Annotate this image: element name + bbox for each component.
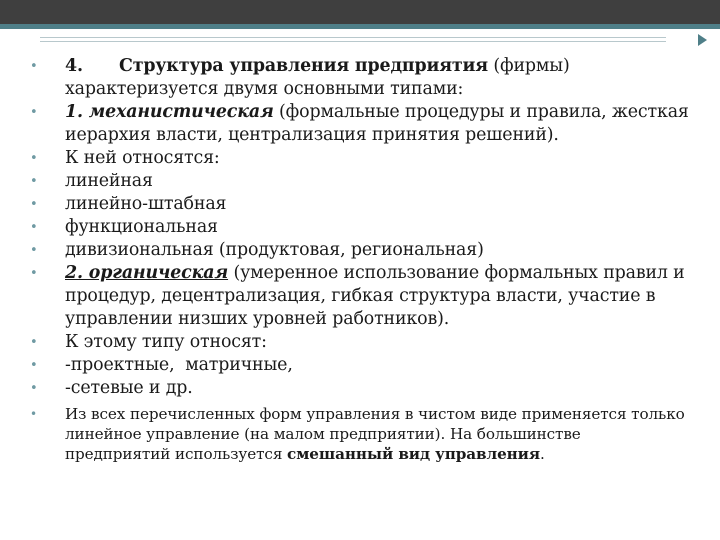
slide-content — [30, 55, 690, 464]
bullet-text: функциональная — [65, 217, 218, 237]
bullet-item-mechanistic — [30, 101, 690, 147]
title-rule-top — [40, 37, 666, 38]
bullet-icon: • — [30, 105, 38, 120]
bullet-icon: • — [30, 220, 38, 235]
bullet-text: -сетевые и др. — [65, 378, 193, 398]
bullet-icon: • — [30, 59, 38, 74]
bullet-text: К ней относятся: — [65, 148, 220, 168]
bullet-icon: • — [30, 407, 37, 421]
bullet-item — [30, 147, 690, 170]
bullet-item-organic — [30, 262, 690, 331]
header-separator — [0, 29, 720, 31]
bullet-icon: • — [30, 151, 38, 166]
bullet-text: линейно-штабная — [65, 194, 227, 214]
bullet-text: К этому типу относят: — [65, 332, 267, 352]
bullet-icon: • — [30, 358, 38, 373]
header-band — [0, 0, 720, 24]
bullet-item — [30, 239, 690, 262]
bullet-icon: • — [30, 197, 38, 212]
bullet-text: линейная — [65, 171, 153, 191]
section-number: 4. — [65, 56, 83, 76]
mechanistic-description: (формальные процедуры и правила, жесткая иерархия власти, централизация принятия решений). — [65, 102, 689, 145]
bullet-icon: • — [30, 335, 38, 350]
bullet-icon: • — [30, 243, 38, 258]
conclusion-text: Из всех перечисленных форм управления в чистом виде применяется только линейное управление (на малом предприятии). На большинстве предприятий используется — [65, 405, 685, 463]
bullet-item — [30, 216, 690, 239]
section-title: Структура управления предприятия — [119, 56, 488, 76]
section-title-rest: (фирмы) характеризуется двумя основными типами: — [65, 56, 570, 99]
bullet-item-heading — [30, 55, 690, 101]
bullet-item — [30, 354, 690, 377]
bullet-icon: • — [30, 266, 38, 281]
bullet-icon: • — [30, 174, 38, 189]
bullet-item — [30, 170, 690, 193]
bullet-item — [30, 331, 690, 354]
conclusion-highlight: смешанный вид управления — [287, 445, 540, 463]
bullet-text: -проектные, матричные, — [65, 355, 293, 375]
mechanistic-label: 1. механистическая — [65, 102, 274, 122]
bullet-item — [30, 377, 690, 400]
bullet-text: дивизиональная (продуктовая, региональная) — [65, 240, 484, 260]
corner-arrow-icon — [698, 34, 707, 46]
title-rule-bottom — [40, 41, 666, 42]
organic-label: 2. органическая — [65, 263, 229, 283]
conclusion-end: . — [539, 445, 545, 463]
bullet-icon: • — [30, 381, 38, 396]
bullet-item-conclusion — [30, 404, 690, 464]
organic-description: (умеренное использование формальных правил и процедур, децентрализация, гибкая структура власти, участие в управлении низших уровней работников). — [65, 263, 685, 329]
bullet-item — [30, 193, 690, 216]
